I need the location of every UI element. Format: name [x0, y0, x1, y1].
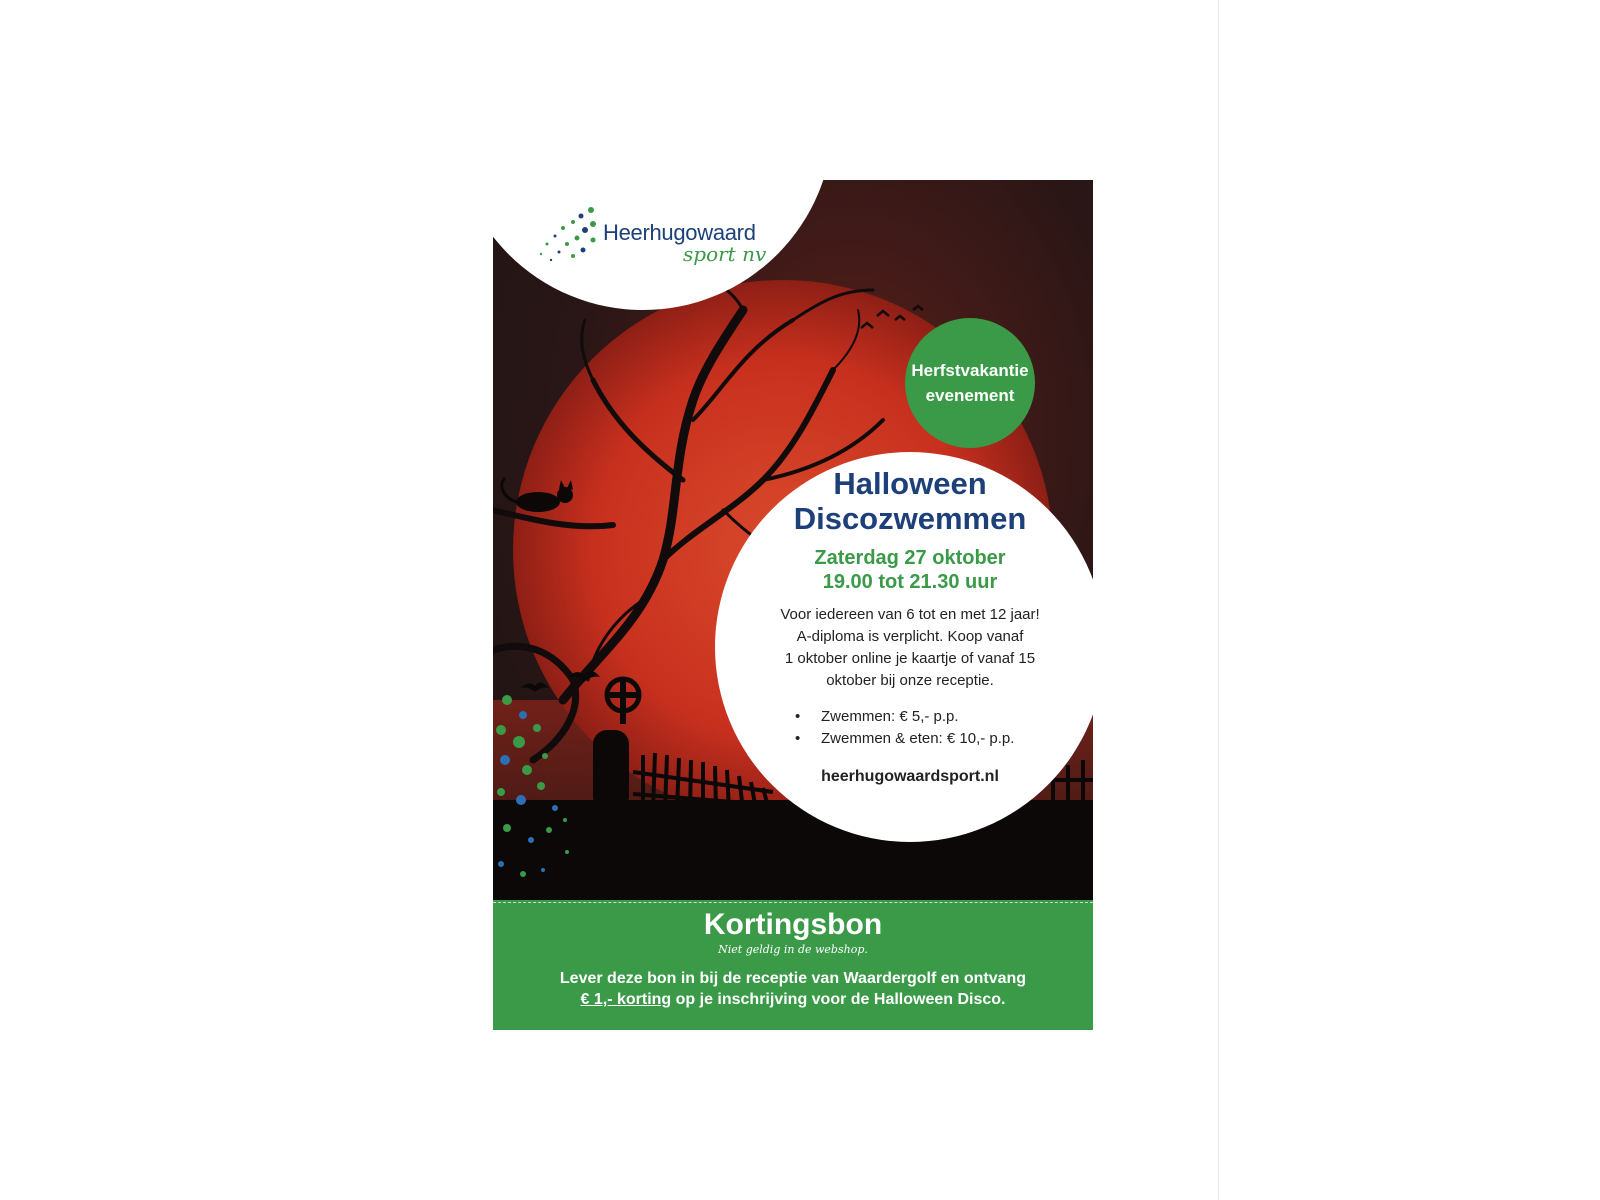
- logo-dots-icon: [533, 198, 603, 268]
- event-title-line-2: Discozwemmen: [793, 501, 1027, 536]
- coupon-text-line-2: [493, 989, 1093, 1010]
- coupon-section: [493, 900, 1093, 1030]
- coupon-text-line-2-rest: op je inschrijving voor de Halloween Disco.: [671, 991, 1006, 1008]
- description-line-4: oktober bij onze receptie.: [826, 672, 994, 689]
- logo-subtitle: sport nv: [683, 242, 767, 266]
- coupon-text-line-1: Lever deze bon in bij de receptie van Waardergolf en ontvang: [559, 970, 1027, 987]
- badge-line-2: evenement: [925, 386, 1015, 405]
- coupon-cut-line: [493, 902, 1093, 903]
- coupon-text: [493, 968, 1093, 1010]
- flyer: [493, 180, 1093, 1030]
- logo-wordmark: Heerhugowaard: [603, 220, 756, 245]
- event-date: [715, 546, 1093, 594]
- price-list: [715, 706, 1093, 750]
- event-badge: [905, 318, 1035, 448]
- event-time-line: 19.00 tot 21.30 uur: [822, 571, 998, 593]
- coupon-note: Niet geldig in de webshop.: [718, 943, 868, 956]
- description-line-2: A-diploma is verplicht. Koop vanaf: [796, 628, 1024, 645]
- halloween-scene: [493, 180, 1093, 900]
- description-line-1: Voor iedereen van 6 tot en met 12 jaar!: [780, 606, 1040, 623]
- price-item-swim-eat: [795, 728, 1093, 750]
- price-swim-eat-text: Zwemmen & eten: € 10,- p.p.: [821, 730, 1015, 747]
- event-description: [715, 604, 1093, 692]
- website-url: heerhugowaardsport.nl: [821, 768, 999, 785]
- price-swim-text: Zwemmen: € 5,- p.p.: [821, 708, 959, 725]
- event-info: [715, 458, 1093, 786]
- event-title-line-1: Halloween: [833, 466, 987, 501]
- badge-line-1: Herfstvakantie: [911, 361, 1029, 380]
- event-date-line-1: Zaterdag 27 oktober: [814, 547, 1006, 569]
- price-item-swim: [795, 706, 1093, 728]
- event-title: [715, 466, 1093, 536]
- description-line-3: 1 oktober online je kaartje of vanaf 15: [784, 650, 1036, 667]
- coupon-discount: € 1,- korting: [580, 991, 672, 1008]
- coupon-title: Kortingsbon: [703, 908, 883, 941]
- page-edge: [1218, 0, 1219, 1200]
- brand-logo: [533, 198, 793, 278]
